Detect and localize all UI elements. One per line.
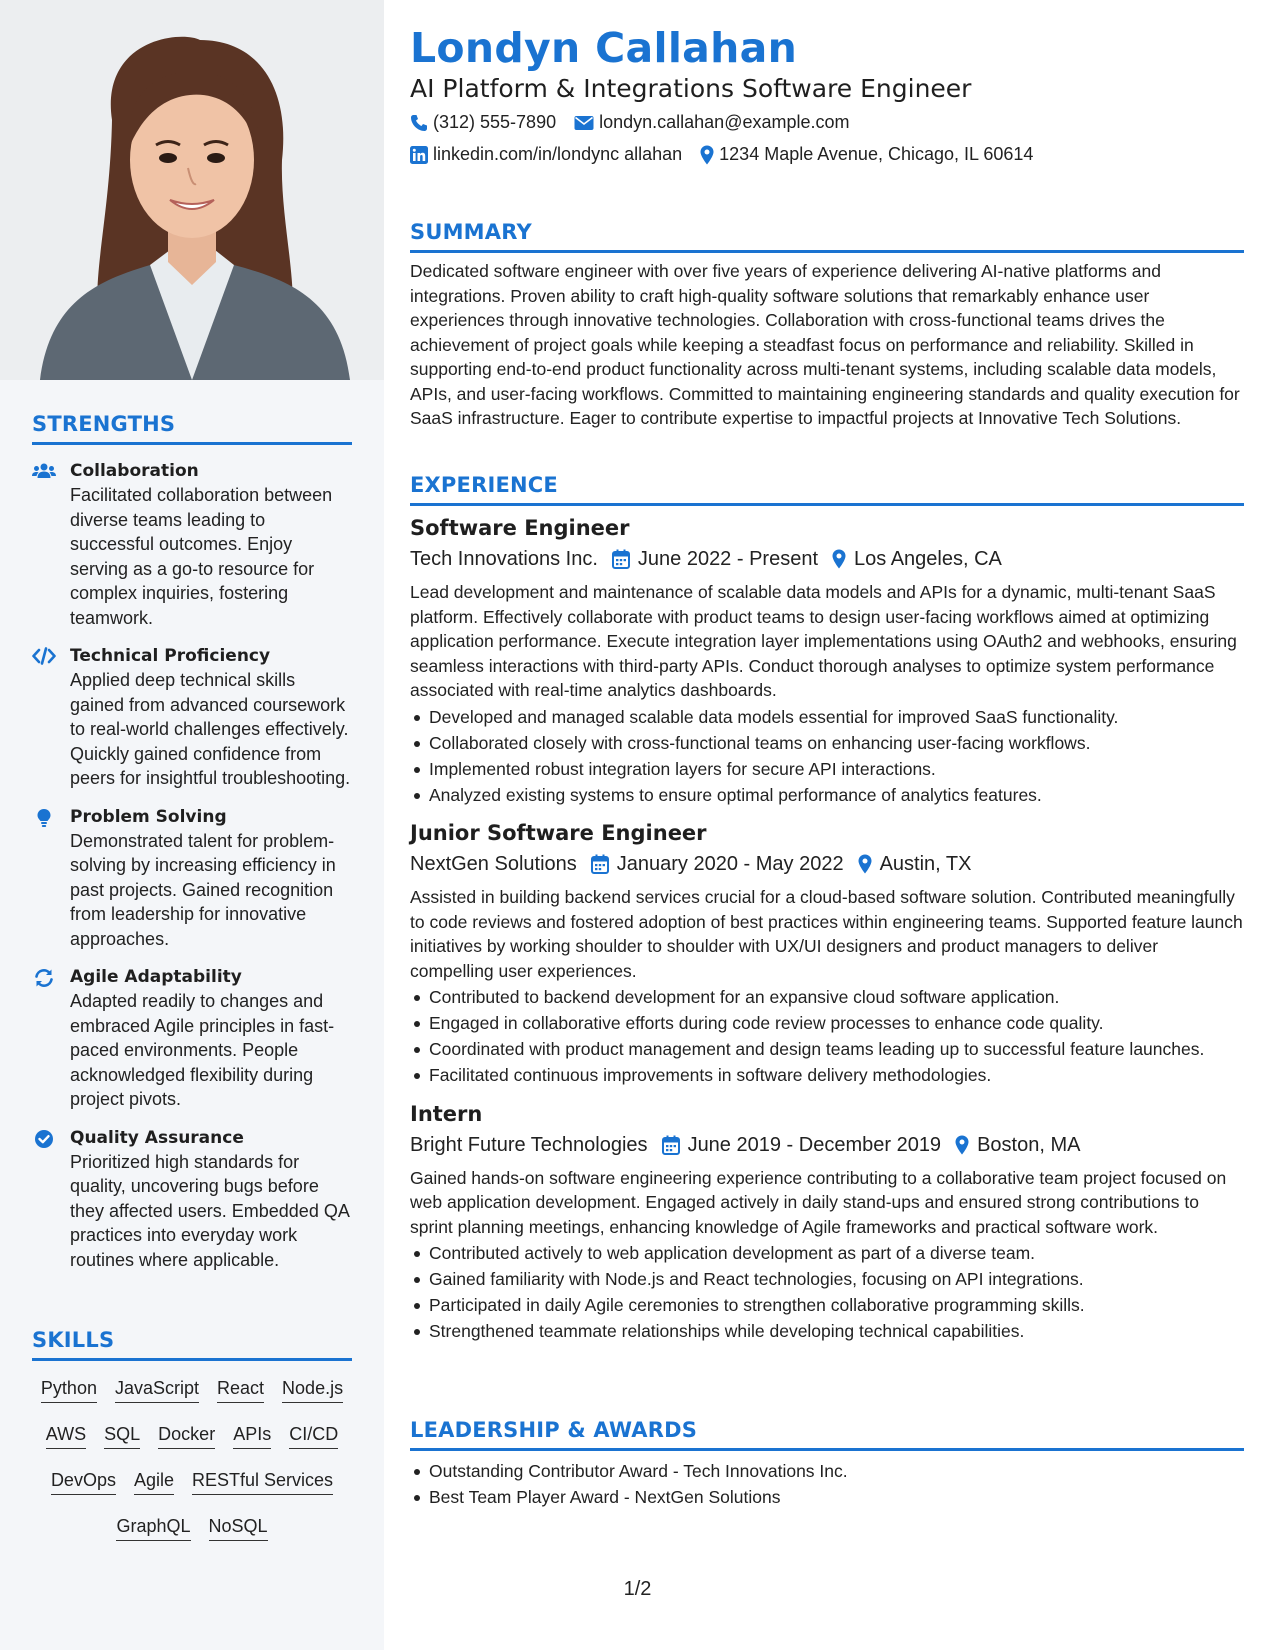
list-item: Contributed to backend development for an expansive cloud software application.	[410, 985, 1244, 1010]
strength-desc: Adapted readily to changes and embraced Agile principles in fast-paced environments. People acknowledged flexibility during project pivots.	[70, 991, 335, 1109]
contact-row	[410, 144, 1033, 165]
linkedin-text: linkedin.com/in/londync allahan	[433, 144, 683, 164]
skill-row	[32, 1469, 352, 1495]
strength-desc: Facilitated collaboration between diverse teams leading to successful outcomes. Enjoy serving as a go-to resource for complex inquiries, fostering teamwork.	[70, 485, 333, 628]
skill-tag: DevOps	[51, 1469, 116, 1495]
list-item: Participated in daily Agile ceremonies to strengthen collaborative programming skills.	[410, 1293, 1244, 1318]
skill-tag: NoSQL	[209, 1515, 268, 1541]
sidebar	[0, 0, 384, 1650]
job-title: Software Engineer	[410, 516, 630, 540]
phone-text: (312) 555-7890	[433, 112, 557, 132]
linkedin-icon	[410, 146, 428, 164]
map-pin-icon	[832, 549, 846, 569]
job-dates: June 2019 - December 2019	[687, 1133, 942, 1156]
job-location: Boston, MA	[977, 1133, 1081, 1156]
strength-desc: Prioritized high standards for quality, uncovering bugs before they affected users. Embedded QA practices into everyday work routines where applicable.	[70, 1151, 349, 1270]
skills-title: SKILLS	[32, 1328, 352, 1361]
list-item: Contributed actively to web application development as part of a diverse team.	[410, 1241, 1244, 1266]
summary-text: Dedicated software engineer with over five years of experience delivering AI-native platforms and integrations. Proven ability to craft high-quality software solutions that remarkably enhance user experiences through innovative technologies. Collaboration with cross-functional teams drives the achievement of project goals while keeping a steadfast focus on performance and reliability. Skilled in supporting end-to-end product functionality across multi-tenant systems, including scalable data models, APIs, and user-facing workflows. Committed to maintaining engineering standards and quality execution for SaaS infrastructure. Eager to contribute expertise to impactful projects at Innovative Tech Solutions.	[410, 261, 1240, 428]
list-item: Best Team Player Award - NextGen Solutions	[410, 1485, 1244, 1510]
job-meta	[410, 544, 1244, 574]
job-entry	[410, 819, 1244, 1088]
strength-title: Problem Solving	[70, 806, 227, 827]
skill-tag: JavaScript	[115, 1377, 199, 1403]
job-company: Tech Innovations Inc.	[410, 548, 598, 570]
calendar-icon	[612, 549, 630, 569]
skill-tag: GraphQL	[116, 1515, 190, 1541]
page-number: 1/2	[623, 1578, 652, 1600]
skill-tag: Python	[41, 1377, 97, 1403]
job-bullets	[410, 705, 1244, 808]
job-dates: June 2022 - Present	[637, 548, 819, 570]
linkedin-contact[interactable]	[410, 144, 682, 165]
strength-title: Quality Assurance	[70, 1127, 244, 1148]
strengths-section	[32, 412, 352, 1272]
job-description: Lead development and maintenance of scalable data models and APIs for a dynamic, multi-tenant SaaS platform. Effectively collaborate with product teams to design user-facing workflows aimed at optimizing application performance. Execute integration layer implementations using OAuth2 and webhooks, ensuring seamless interactions with third-party APIs. Conduct thorough analyses to optimize system performance associated with real-time analytics dashboards.	[410, 582, 1237, 700]
list-item: Engaged in collaborative efforts during code review processes to enhance code quality.	[410, 1011, 1244, 1036]
check-circle-icon	[32, 1126, 70, 1273]
job-title: Junior Software Engineer	[410, 821, 707, 845]
leadership-list	[410, 1459, 1244, 1510]
email-contact[interactable]	[574, 112, 849, 133]
skill-row	[32, 1423, 352, 1449]
skill-tag: AWS	[46, 1423, 86, 1449]
list-item: Implemented robust integration layers for secure API interactions.	[410, 757, 1244, 782]
map-pin-icon	[700, 145, 714, 165]
skill-tag: RESTful Services	[192, 1469, 333, 1495]
strength-item	[32, 644, 352, 791]
list-item: Facilitated continuous improvements in software delivery methodologies.	[410, 1063, 1244, 1088]
job-company: Bright Future Technologies	[410, 1133, 648, 1156]
leadership-title: LEADERSHIP & AWARDS	[410, 1418, 1244, 1451]
job-bullets	[410, 985, 1244, 1088]
address-text: 1234 Maple Avenue, Chicago, IL 60614	[719, 144, 1034, 164]
candidate-name: Londyn Callahan	[410, 24, 798, 72]
job-description: Assisted in building backend services crucial for a cloud-based software solution. Contributed meaningfully to code reviews and fostered adoption of best practices within engineering teams. Supported feature launch initiatives by working shoulder to shoulder with UX/UI designers and product managers to deliver compelling user experiences.	[410, 887, 1243, 981]
calendar-icon	[591, 854, 609, 874]
phone-icon	[410, 114, 428, 132]
list-item: Outstanding Contributor Award - Tech Innovations Inc.	[410, 1459, 1244, 1484]
sync-icon	[32, 965, 70, 1112]
candidate-role: AI Platform & Integrations Software Engineer	[410, 74, 972, 103]
strength-item	[32, 805, 352, 952]
strength-title: Agile Adaptability	[70, 967, 242, 987]
summary-section	[410, 220, 1244, 431]
job-entry	[410, 1100, 1244, 1344]
experience-title: EXPERIENCE	[410, 473, 1244, 506]
strengths-title: STRENGTHS	[32, 412, 352, 445]
map-pin-icon	[955, 1135, 969, 1155]
job-meta	[410, 1130, 1244, 1160]
job-meta	[410, 849, 1244, 879]
list-item: Developed and managed scalable data models essential for improved SaaS functionality.	[410, 705, 1244, 730]
job-bullets	[410, 1241, 1244, 1344]
lightbulb-icon	[32, 805, 70, 952]
job-description: Gained hands-on software engineering experience contributing to a collaborative team project focused on web application development. Engaged actively in daily stand-ups and ensured strong contributions to sprint planning meetings, enhancing knowledge of Agile frameworks and practical software work.	[410, 1167, 1227, 1237]
skill-tag: React	[217, 1377, 264, 1403]
strength-title: Collaboration	[70, 461, 199, 481]
skill-row	[32, 1515, 352, 1541]
skill-row	[32, 1377, 352, 1403]
job-location: Austin, TX	[879, 853, 972, 875]
envelope-icon	[574, 115, 594, 131]
list-item: Strengthened teammate relationships while developing technical capabilities.	[410, 1319, 1244, 1344]
list-item: Collaborated closely with cross-functional teams on enhancing user-facing workflows.	[410, 731, 1244, 756]
leadership-section	[410, 1418, 1244, 1510]
list-item: Gained familiarity with Node.js and React technologies, focusing on API integrations.	[410, 1267, 1244, 1292]
strength-title: Technical Proficiency	[70, 646, 271, 666]
email-text: londyn.callahan@example.com	[599, 112, 850, 132]
strength-item	[32, 965, 352, 1112]
calendar-icon	[662, 1135, 680, 1155]
strength-item	[32, 1126, 352, 1273]
strength-desc: Demonstrated talent for problem-solving by increasing efficiency in past projects. Gained recognition from leadership for innovative approaches.	[70, 830, 336, 949]
skill-tag: CI/CD	[289, 1423, 338, 1449]
map-pin-icon	[858, 854, 872, 874]
profile-photo	[0, 0, 384, 380]
skill-tag: SQL	[104, 1423, 140, 1449]
skill-tag: APIs	[233, 1423, 271, 1449]
summary-title: SUMMARY	[410, 220, 1244, 253]
job-dates: January 2020 - May 2022	[616, 853, 844, 875]
skill-tag: Docker	[158, 1423, 215, 1449]
list-item: Coordinated with product management and design teams leading up to successful feature launches.	[410, 1037, 1244, 1062]
skill-tag: Agile	[134, 1469, 174, 1495]
list-item: Analyzed existing systems to ensure optimal performance of analytics features.	[410, 783, 1244, 808]
job-entry	[410, 514, 1244, 807]
strength-desc: Applied deep technical skills gained from advanced coursework to real-world challenges effectively. Quickly gained confidence from peers for insightful troubleshooting.	[70, 670, 351, 788]
experience-section	[410, 473, 1244, 1344]
users-icon	[32, 459, 70, 630]
address-contact	[700, 144, 1033, 165]
job-title: Intern	[410, 1101, 483, 1126]
phone-contact[interactable]	[410, 112, 556, 133]
skill-tag: Node.js	[282, 1377, 343, 1403]
strength-item	[32, 459, 352, 630]
contact-row	[410, 112, 850, 133]
code-icon	[32, 644, 70, 791]
job-location: Los Angeles, CA	[854, 548, 1002, 570]
skills-section	[32, 1328, 352, 1541]
job-company: NextGen Solutions	[410, 853, 577, 875]
